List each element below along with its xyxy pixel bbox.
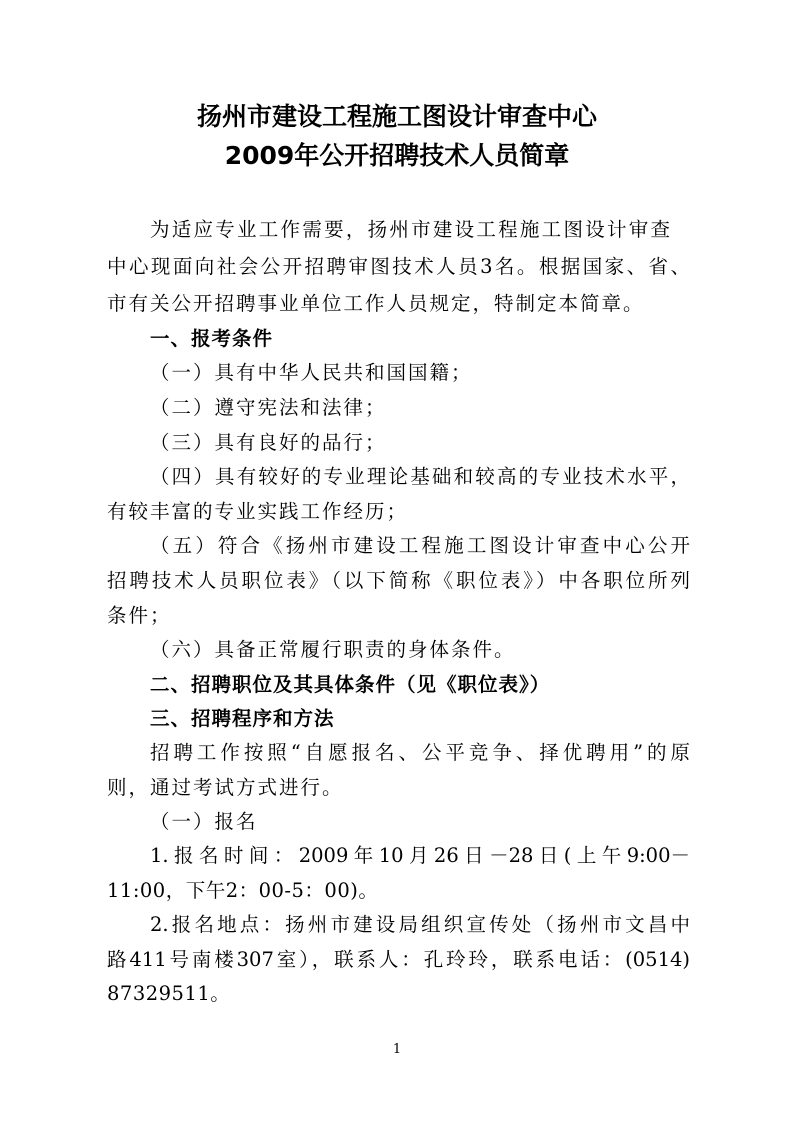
page-number: 1	[392, 1042, 402, 1057]
section-2-heading: 二、招聘职位及其具体条件（见《职位表》）	[150, 673, 551, 696]
section-1-item-1: （一）具有中华人民共和国国籍；	[150, 361, 473, 384]
intro-line-3: 市有关公开招聘事业单位工作人员规定，特制定本简章。	[107, 292, 645, 315]
registration-time-line-2: 11:00，下午2：00-5：00)。	[107, 879, 379, 902]
document-title-line-2: 2009年公开招聘技术人员简章	[224, 141, 570, 170]
intro-line-1: 为适应专业工作需要，扬州市建设工程施工图设计审查	[150, 218, 670, 241]
section-1-item-4-cont: 有较丰富的专业实践工作经历；	[107, 500, 409, 523]
section-3-heading: 三、招聘程序和方法	[150, 707, 335, 730]
section-1-item-6: （六）具备正常履行职责的身体条件。	[150, 638, 516, 661]
section-1-item-5-cont-2: 条件；	[107, 604, 172, 627]
section-3-paragraph-line-2: 则，通过考试方式进行。	[107, 776, 344, 799]
intro-line-2: 中心现面向社会公开招聘审图技术人员3名。根据国家、省、	[107, 255, 690, 278]
subsection-registration-heading: （一）报名	[150, 810, 258, 833]
section-1-heading: 一、报考条件	[150, 327, 274, 350]
section-1-item-4: （四）具有较好的专业理论基础和较高的专业技术水平，	[150, 465, 690, 488]
section-1-item-5-cont-1: 招聘技术人员职位表》（以下简称《职位表》）中各职位所列	[107, 569, 690, 592]
section-3-paragraph-line-1: 招聘工作按照“自愿报名、公平竞争、择优聘用”的原	[150, 741, 690, 764]
section-1-item-3: （三）具有良好的品行；	[150, 431, 387, 454]
registration-place-line-2: 路411号南楼307室），联系人：孔玲玲，联系电话：(0514)	[107, 948, 690, 971]
registration-place-line-1: 2.报名地点：扬州市建设局组织宣传处（扬州市文昌中	[150, 913, 690, 936]
registration-place-line-3: 87329511。	[107, 982, 231, 1005]
section-1-item-5: （五）符合《扬州市建设工程施工图设计审查中心公开	[150, 534, 690, 557]
registration-time-line-1: 1.报名时间：2009年10月26日－28日(上午9:00－	[150, 844, 690, 867]
section-1-item-2: （二）遵守宪法和法律；	[150, 396, 387, 419]
document-title-line-1: 扬州市建设工程施工图设计审查中心	[196, 102, 597, 131]
